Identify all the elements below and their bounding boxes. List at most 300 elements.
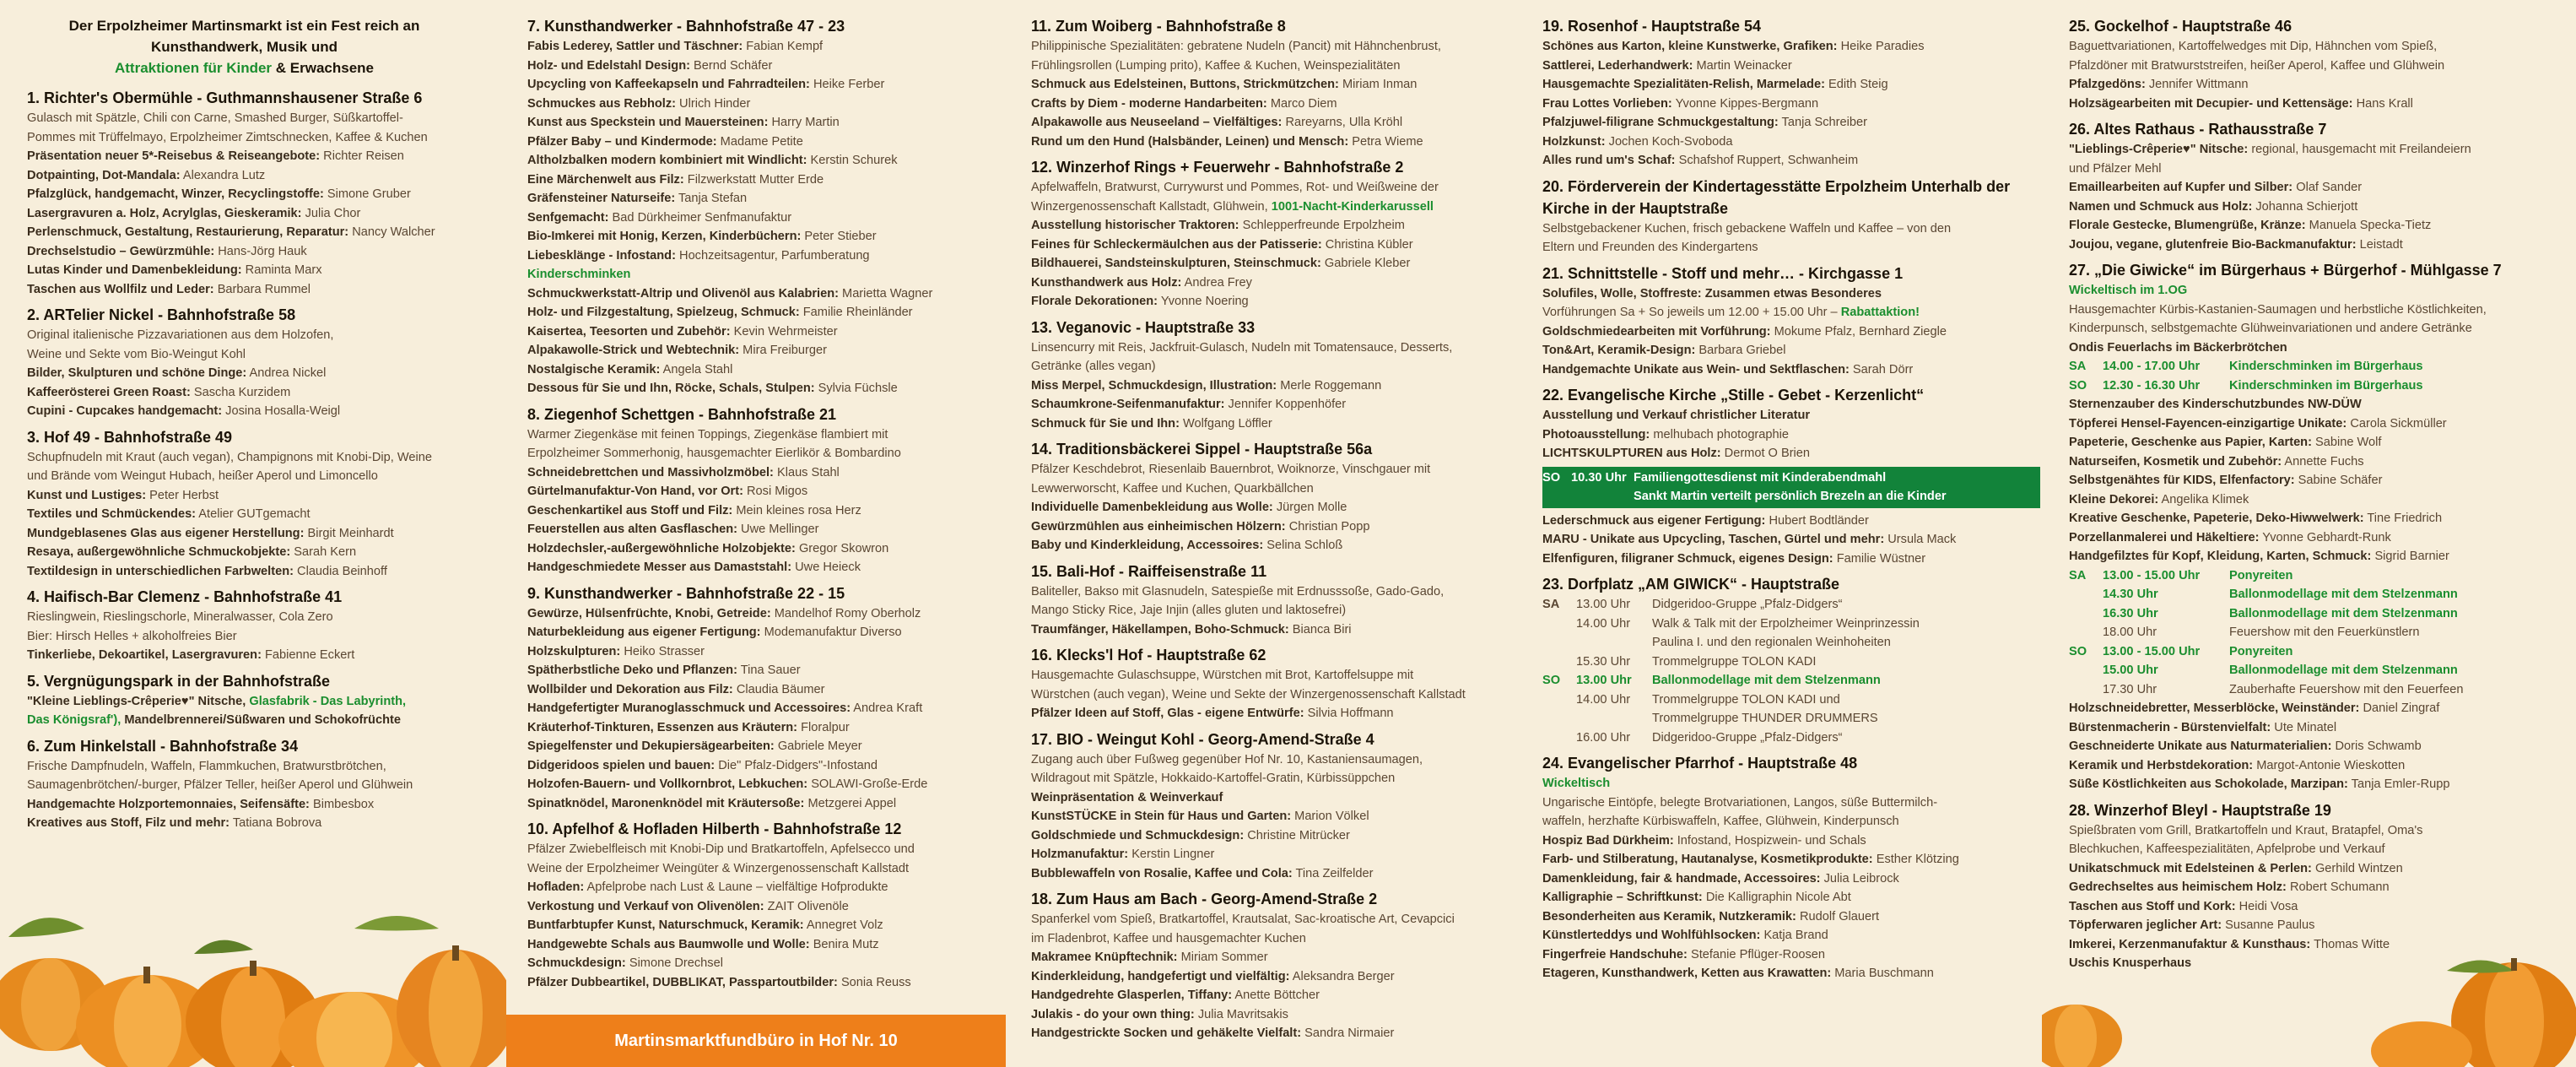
schedule-day [2069,585,2103,604]
entry-line [27,383,462,403]
entry-line [527,246,1000,266]
entry-line-label: Gedrechseltes aus heimischem Holz: [2069,880,2287,894]
section-c3-1 [1031,156,1525,311]
entry-line [1031,1005,1525,1025]
entry-line-label: Kreatives aus Stoff, Filz und mehr: [27,816,230,830]
entry-line-value: Bianca Biri [1288,622,1352,636]
entry-line-value: Sabine Schäfer [2294,474,2383,487]
entry-line-value: Mandelhof Romy Oberholz [770,606,921,620]
entry-line [527,463,1000,483]
entry-line-value: Sascha Kurzidem [190,385,291,399]
entry-line-value: Philippinische Spezialitäten: gebratene Nudeln (Pancit) mit Hähnchenbrust, [1031,40,1441,53]
schedule-text: Kinderschminken im Bürgerhaus [2229,360,2423,373]
entry-line-value: Yvonne Kippes-Bergmann [1671,96,1819,111]
entry-line-value: Andrea Kraft [851,701,923,715]
entry-line [27,795,462,815]
entry-line-label: Damenkleidung, fair & handmade, Accessoires: [1542,871,1821,886]
entry-line [527,642,1000,662]
entry-line-value: Rudolf Glauert [1796,909,1880,923]
entry-line [1031,1024,1525,1043]
section-27 [2069,259,2562,794]
section-title: 6. Zum Hinkelstall - Bahnhofstraße 34 [27,737,299,755]
entry-line-label: Handgemachte Unikate aus Wein- und Sektflaschen: [1542,362,1850,376]
entry-line [27,364,462,383]
entry-line [1542,926,2040,945]
intro-line3 [27,57,462,79]
entry-line-value: Edith Steig [1824,78,1888,91]
entry-line-label: Florale Dekorationen: [1031,295,1158,308]
entry-line-value: Jürgen Molle [1272,501,1347,514]
entry-line-label: Dotpainting, Dot-Mandala: [27,168,181,182]
section-c1-3 [27,426,462,582]
entry-line-label: Porzellanmalerei und Häkeltiere: [2069,530,2260,544]
entry-line [1031,929,1525,949]
entry-line-label: Kunsthandwerk aus Holz: [1031,275,1182,290]
schedule-text: Paulina I. und den regionalen Weinhoheiten [1652,636,1891,649]
section-title: 18. Zum Haus am Bach - Georg-Amend-Straße 2 [1031,891,1378,907]
entry-line-label: Resaya, außergewöhnliche Schmuckobjekte: [27,545,291,559]
entry-line-label: Drechselstudio – Gewürzmühle: [27,244,215,258]
entry-line-label: Bildhauerei, Sandsteinskulpturen, Steinschmuck: [1031,257,1321,270]
entry-line-value: Aleksandra Berger [1289,969,1395,983]
entry-line [27,185,462,204]
entry-line [1031,236,1525,255]
section-title: 27. „Die Giwicke“ im Bürgerhaus + Bürgerhof - Mühlgasse 7 [2069,262,2502,279]
entry-line [1542,95,2040,114]
entry-line-label: Künstlerteddys und Wohlfühlsocken: [1542,929,1761,942]
entry-line-value: Original italienische Pizzavariationen aus dem Holzofen, [27,328,334,342]
entry-line-value: Jochen Koch-Svoboda [1605,134,1733,149]
entry-line [2069,699,2562,718]
section-title: 14. Traditionsbäckerei Sippel - Hauptstraße 56a [1031,441,1373,458]
entry-line [2069,301,2562,320]
entry-line-label: Spiegelfenster und Dekupiersägearbeiten: [527,739,775,753]
entry-line-value: Gerhild Wintzen [2311,861,2403,875]
highlight-line1: Familiengottesdienst mit Kinderabendmahl [1634,470,1887,485]
schedule-time: 16.00 Uhr [1576,730,1631,745]
entry-line [1031,395,1525,414]
entry-line-label: Taschen aus Stoff und Kork: [2069,899,2236,913]
entry-line [527,425,1000,445]
entry-line-label: Naturbekleidung aus eigener Fertigung: [527,626,761,639]
entry-line-label: Besonderheiten aus Keramik, Nutzkeramik: [1542,909,1796,923]
section-title: 23. Dorfplatz „AM GIWICK“ - Hauptstraße [1542,576,1840,593]
schedule-time: 15.00 Uhr [2103,663,2158,677]
entry-line-value: Sabine Wolf [2311,436,2382,449]
entry-line-value: Pfälzer Keschdebrot, Riesenlaib Bauernbrot, Woiknorze, Vinschgauer mit [1031,463,1431,476]
schedule-time: 14.00 Uhr [1576,692,1631,707]
entry-line-value: Christina Kübler [1321,237,1413,252]
entry-line-label: Schaumkrone-Seifenmanufaktur: [1031,398,1225,411]
entry-line-value: Lewwerworscht, Kaffee und Kuchen, Quarkbällchen [1031,481,1314,496]
entry-line-label: Individuelle Damenbekleidung aus Wolle: [1031,501,1273,514]
entry-line [27,261,462,280]
entry-line-label: Bürstenmacherin - Bürstenvielfalt: [2069,720,2271,734]
schedule-day: SA [2069,360,2087,373]
schedule-time: 14.30 Uhr [2103,588,2158,601]
entry-line [27,814,462,833]
section-c1-4 [27,586,462,665]
entry-line-value: Die Kalligraphin Nicole Abt [1702,891,1851,904]
section-24 [1542,752,2040,983]
entry-line-value: Hochzeitsagentur, Parfumberatung [675,248,870,263]
entry-line [1031,178,1525,198]
entry-line-value: Esther Klötzing [1872,853,1959,866]
entry-line-label: Kinderkleidung, handgefertigt und vielfältig: [1031,969,1290,983]
entry-line-value: Linsencurry mit Reis, Jackfruit-Gulasch, Nudeln mit Tomatensauce, Desserts, [1031,340,1453,355]
entry-line-label: MARU - Unikate aus Upcycling, Taschen, Gürtel und mehr: [1542,533,1885,546]
entry-line-label: Upcycling von Kaffeekapseln und Fahrradteilen: [527,78,810,91]
entry-line [527,794,1000,814]
section-5 [27,670,462,730]
entry-line-value: Wolfgang Löffler [1179,416,1272,431]
entry-line-value: im Fladenbrot, Kaffee und hausgemachter Kuchen [1031,931,1306,945]
entry-line-value: SOLAWI-Große-Erde [807,777,928,791]
entry-line [527,209,1000,228]
entry-line [1031,704,1525,723]
entry-line-label: Handgefilztes für Kopf, Kleidung, Karten, Schmuck: [2069,550,2372,563]
section-title: 28. Winzerhof Bleyl - Hauptstraße 19 [2069,801,2331,819]
entry-line [1542,869,2040,889]
entry-line [1542,907,2040,927]
entry-line-value: Tatiana Bobrova [230,816,322,830]
entry-line-value: Selbstgebackener Kuchen, frisch gebackene Waffeln und Kaffee – von den [1542,221,1952,236]
entry-line [1031,198,1525,217]
entry-line [1542,113,2040,133]
entry-line [1031,845,1525,864]
entry-line-label: Handgewebte Schals aus Baumwolle und Wolle: [527,937,810,951]
schedule-day: SA [1542,598,1560,611]
entry-line [1031,582,1525,602]
entry-line-value: Baliteller, Bakso mit Glasnudeln, Satespieße mit Erdnusssoße, Gado-Gado, [1031,584,1445,598]
entry-line [2069,775,2562,794]
entry-line [2069,878,2562,897]
entry-line-label: Alpakawolle-Strick und Webtechnik: [527,344,740,357]
entry-line-value: Filzwerkstatt Mutter Erde [683,172,824,187]
entry-line-label: Alles rund um's Schaf: [1542,154,1676,167]
column-4-sections [1542,15,2040,983]
entry-line [1542,550,2040,569]
entry-line-value: Marion Völkel [1291,810,1369,823]
entry-highlight: Das Königsraf'), [27,713,125,727]
entry-line-value: Hausgemachte Gulaschsuppe, Würstchen mit Brot, Kartoffelsuppe mit [1031,669,1414,682]
entry-line-label: Pfälzer Ideen auf Stoff, Glas - eigene Entwürfe: [1031,707,1304,720]
entry-line [2069,840,2562,859]
entry-line-value: Katja Brand [1760,929,1828,942]
entry-line-label: Kräuterhof-Tinkturen, Essenzen aus Kräutern: [527,720,798,734]
section-title: 25. Gockelhof - Hauptstraße 46 [2069,18,2292,35]
entry-line [527,718,1000,738]
entry-line-value: waffeln, herzhafte Kürbiswaffeln, Kaffee, Glühwein, Kinderpunsch [1542,815,1899,828]
entry-line-label: Handgedrehte Glasperlen, Tiffany: [1031,988,1233,1002]
schedule-text: Ballonmodellage mit dem Stelzenmann [1652,674,1881,687]
entry-line-value: Selina Schloß [1263,539,1343,552]
entry-line-value: Martin Weinacker [1693,58,1792,73]
entry-line [527,133,1000,152]
entry-line-value: Eltern und Freunden des Kindergartens [1542,241,1758,254]
entry-line [527,322,1000,342]
entry-line [2069,718,2562,738]
highlight-line2: Sankt Martin verteilt persönlich Brezeln an die Kinder [1634,490,1947,503]
entry-line-value: Manuela Specka-Tietz [2305,219,2432,232]
schedule-time: 18.00 Uhr [2103,626,2157,639]
entry-line-value: Metzgerei Appel [804,796,897,810]
entry-line-value: Petra Wieme [1348,134,1423,149]
section-23 [1542,573,2040,747]
schedule-text: Trommelgruppe THUNDER DRUMMERS [1652,712,1878,725]
entry-line [27,402,462,421]
entry-line [527,558,1000,577]
entry-line-label: Solufiles, Wolle, Stoffreste: Zusammen etwas Besonderes [1542,286,1882,301]
entry-line [2069,821,2562,841]
entry-line-value: Silvia Hoffmann [1304,707,1394,720]
section-22 [1542,384,2040,568]
entry-line [27,757,462,777]
entry-line-label: Alpakawolle aus Neuseeland – Vielfältiges: [1031,116,1283,129]
schedule-time: 14.00 Uhr [1576,616,1631,631]
entry-line-label: Ondis Feuerlachs im Bäckerbrötchen [2069,340,2287,355]
entry-line [1542,406,2040,425]
entry-line-value: Richter Reisen [320,149,404,163]
entry-line-value: Pfalzdöner mit Bratwurststreifen, heißer Aperol, Kaffee und Glühwein [2069,58,2445,73]
entry-line-label: Feuerstellen aus alten Gasflaschen: [527,523,737,536]
section-title: 17. BIO - Weingut Kohl - Georg-Amend-Straße 4 [1031,730,1374,748]
entry-line-label: Rund um den Hund (Halsbänder, Leinen) und Mensch: [1031,134,1349,149]
entry-line-value: Andrea Frey [1181,275,1252,290]
entry-line [527,189,1000,209]
entry-line-highlight: 1001-Nacht-Kinderkarussell [1271,199,1434,214]
entry-line [527,680,1000,700]
schedule-day [2069,661,2103,680]
entry-line [1542,57,2040,76]
entry-line-label: Papeterie, Geschenke aus Papier, Karten: [2069,436,2312,449]
entry-line-value: Robert Schumann [2286,880,2390,894]
entry-line-label: Kaisertea, Teesorten und Zubehör: [527,324,731,339]
entry-line-value: Marietta Wagner [838,286,933,301]
entry-line [27,692,462,712]
section-c3-6 [1031,728,1525,884]
schedule-text: Feuershow mit den Feuerkünstlern [2229,626,2420,639]
section-title: 8. Ziegenhof Schettgen - Bahnhofstraße 21 [527,405,837,423]
entry-line-value: Sonia Reuss [837,975,911,989]
entry-line [1542,512,2040,531]
section-19 [1542,15,2040,171]
entry-line-value: Blechkuchen, Kaffeespezialitäten, Apfelprobe und Verkauf [2069,842,2385,856]
entry-line-label: Uschis Knusperhaus [2069,956,2192,970]
section-title: 7. Kunsthandwerker - Bahnhofstraße 47 - 23 [527,18,845,35]
entry-line-value: Angela Stahl [660,362,733,376]
entry-line [2069,414,2562,434]
entry-line-label: Bilder, Skulpturen und schöne Dinge: [27,366,247,380]
entry-line-value: Hausgemachter Kürbis-Kastanien-Saumagen und herbstliche Köstlichkeiten, [2069,302,2487,317]
entry-line [27,543,462,562]
entry-line [527,171,1000,190]
entry-line-value: Yvonne Noering [1158,295,1249,308]
entry-line-value: Erpolzheimer Sommerhonig, hausgemachter Eierlikör & Bombardino [527,447,901,460]
entry-line-label: Pfälzer Baby – und Kindermode: [527,134,717,149]
entry-line-label: Präsentation neuer 5*-Reisebus & Reiseangebote: [27,149,321,163]
entry-line [1031,948,1525,967]
section-26 [2069,118,2562,254]
entry-line-label: Nostalgische Keramik: [527,362,661,376]
section-title: 16. Klecks'l Hof - Hauptstraße 62 [1031,647,1266,663]
schedule-text: Kinderschminken im Bürgerhaus [2229,378,2423,393]
entry-line-highlight: Rabattaktion! [1840,306,1920,319]
section-title: 19. Rosenhof - Hauptstraße 54 [1542,18,1762,35]
entry-line-value: Bimbesbox [309,797,375,811]
entry-line-value: Rosi Migos [743,485,808,498]
entry-line [2069,935,2562,955]
entry-line-label: Traumfänger, Häkellampen, Boho-Schmuck: [1031,622,1289,636]
entry-line [27,326,462,345]
entry-line-value: Atelier GUTgemacht [196,507,311,521]
entry-line-value: Tina Zeilfelder [1292,866,1374,880]
entry-line-value: Modemanufaktur Diverso [760,626,902,639]
entry-line [1031,37,1525,57]
section-title: 24. Evangelischer Pfarrhof - Hauptstraße 48 [1542,755,1858,772]
entry-line [527,539,1000,559]
entry-line-label: Frau Lottes Vorlieben: [1542,96,1672,111]
entry-line-value: Claudia Bäumer [732,682,825,696]
entry-line-label: Pfalzgedöns: [2069,78,2146,91]
entry-line-value: Bad Dürkheimer Senfmanufaktur [608,210,792,225]
entry-line [2069,178,2562,198]
entry-line-label: Tinkerliebe, Dekoartikel, Lasergravuren: [27,648,262,662]
entry-line [1031,864,1525,884]
entry-line-label: Farb- und Stilberatung, Hautanalyse, Kosmetikprodukte: [1542,853,1873,866]
entry-line-label: Töpferei Hensel-Fayencen-einzigartige Unikate: [2069,416,2347,431]
entry-line-label: Schmuck aus Edelsteinen, Buttons, Strickmützchen: [1031,78,1339,91]
entry-line [1542,284,2040,304]
entry-line-label: Handgeschmiedete Messer aus Damaststahl: [527,561,792,574]
entry-line [2069,75,2562,95]
entry-line [1542,945,2040,965]
entry-line-value: Floralpur [797,720,850,734]
entry-line-value: und Pfälzer Mehl [2069,161,2162,176]
section-title: 11. Zum Woiberg - Bahnhofstraße 8 [1031,18,1286,35]
entry-line-label: Hofladen: [527,880,585,894]
entry-line [2069,216,2562,236]
entry-line [1031,498,1525,517]
entry-line [1542,530,2040,550]
entry-line-label: Holzdechsler,-außergewöhnliche Holzobjekte: [527,541,796,555]
entry-line-label: Kunst und Lustiges: [27,488,147,502]
entry-line-value: Merle Roggemann [1277,378,1382,393]
entry-line-value: Sylvia Füchsle [814,382,898,395]
entry-line [527,37,1000,57]
schedule-day: SO [1542,674,1561,687]
entry-line-value: Peter Herbst [146,488,219,502]
entry-line [2069,452,2562,472]
entry-line-value: Saumagenbrötchen/-burger, Pfälzer Teller, heißer Aperol und Glühwein [27,778,413,792]
entry-line [1031,769,1525,788]
entry-line [1031,75,1525,95]
entry-line-label: Töpferwaren jeglicher Art: [2069,918,2222,932]
entry-line-label: Hospiz Bad Dürkheim: [1542,833,1674,848]
entry-line-value: Simone Drechsel [625,956,723,970]
section-title: 10. Apfelhof & Hofladen Hilberth - Bahnhofstraße 12 [527,821,902,837]
entry-line-label: Perlenschmuck, Gestaltung, Restaurierung, Reparatur: [27,225,349,239]
entry-line-label: Keramik und Herbstdekoration: [2069,758,2254,772]
entry-line [527,935,1000,955]
entry-line-label: Holzkunst: [1542,134,1606,149]
entry-line-value: Angelika Klimek [2158,492,2249,506]
entry-line-label: Kreative Geschenke, Papeterie, Deko-Hiwwelwerk: [2069,512,2364,525]
entry-line-value: Wildragout mit Spätzle, Hokkaido-Kartoffel-Gratin, Kürbissüppchen [1031,772,1396,785]
entry-line-value: Apfelwaffeln, Bratwurst, Currywurst und Pommes, Rot- und Weißweine der [1031,181,1439,194]
entry-line-label: Altholzbalken modern kombiniert mit Windlicht: [527,154,807,167]
entry-line [2069,319,2562,339]
entry-line-value: Hans Krall [2352,96,2413,111]
entry-line [1031,967,1525,987]
entry-line-label: Lederschmuck aus eigener Fertigung: [1542,513,1766,528]
section-c3-0 [1031,15,1525,151]
entry-line [2069,916,2562,935]
section-c1-1 [27,87,462,299]
schedule-day [1542,691,1576,710]
section-c1-6 [27,735,462,833]
entry-line-value: Andrea Nickel [246,366,327,380]
entry-line [1031,339,1525,358]
entry-line-value: Frische Dampfnudeln, Waffeln, Flammkuchen, Bratwurstbrötchen, [27,759,386,773]
entry-line [1031,620,1525,640]
entry-line-value: Margot-Antonie Wieskotten [2253,758,2406,772]
section-title: 15. Bali-Hof - Raiffeisenstraße 11 [1031,562,1267,580]
entry-line [527,57,1000,76]
entry-line-label: Spätherbstliche Deko und Pflanzen: [527,663,737,677]
entry-line-label: Sternenzauber des Kinderschutzbundes NW-DÜW [2069,398,2362,411]
entry-line [27,448,462,468]
entry-line [1031,254,1525,274]
entry-line-label: Baby und Kinderkleidung, Accessoires: [1031,539,1264,552]
entry-line [1031,376,1525,396]
entry-line-label: Feines für Schleckermäulchen aus der Patisserie: [1031,237,1322,252]
section-subtitle: Wickeltisch im 1.OG [2069,284,2188,297]
schedule-text: Walk & Talk mit der Erpolzheimer Weinprinzessin [1652,616,1920,631]
entry-line-label: Liebesklänge - Infostand: [527,248,676,263]
section-c3-2 [1031,317,1525,434]
entry-line-value: Bernd Schäfer [689,58,773,73]
entry-line-value: Ungarische Eintöpfe, belegte Brotvariationen, Langos, süße Buttermilch- [1542,795,1938,810]
entry-line-value: Julia Leibrock [1820,871,1899,886]
entry-line-value: Schafshof Ruppert, Schwanheim [1675,154,1859,167]
entry-line-value: Julia Mavritsakis [1194,1007,1288,1021]
entry-line [527,775,1000,794]
entry-line-value: Pfälzer Zwiebelfleisch mit Knobi-Dip und Bratkartoffeln, Apfelsecco und [527,842,915,856]
entry-line-label: Holz- und Filzgestaltung, Spielzeug, Schmuck: [527,306,800,319]
column-5-sections [2069,15,2562,973]
entry-line [27,345,462,365]
entry-line-value: Heike Paradies [1837,40,1925,53]
entry-line [1031,292,1525,311]
entry-line [27,223,462,242]
entry-line-label: Verkostung und Verkauf von Olivenölen: [527,899,764,913]
entry-line [1542,303,2040,322]
entry-line-value: Hans-Jörg Hauk [214,244,307,258]
entry-line [2069,756,2562,776]
section-title: 20. Förderverein der Kindertagesstätte Erpolzheim Unterhalb der Kirche in der Hauptstraße [1542,177,2011,217]
entry-line-value: Maria Buschmann [1831,967,1934,980]
entry-line-value: Yvonne Gebhardt-Runk [2259,530,2391,544]
section-title: 22. Evangelische Kirche „Stille - Gebet - Kerzenlicht“ [1542,387,1925,404]
column-2-sections [527,15,1000,992]
entry-line-label: Elfenfiguren, filigraner Schmuck, eigenes Design: [1542,551,1833,566]
intro-line3-green: Attraktionen für Kinder [114,60,273,76]
section-title: 21. Schnittstelle - Stoff und mehr… - Kirchgasse 1 [1542,264,1904,282]
entry-line-value: Dermot O Brien [1720,447,1811,460]
column-1-sections [27,87,462,833]
entry-line [1031,601,1525,620]
